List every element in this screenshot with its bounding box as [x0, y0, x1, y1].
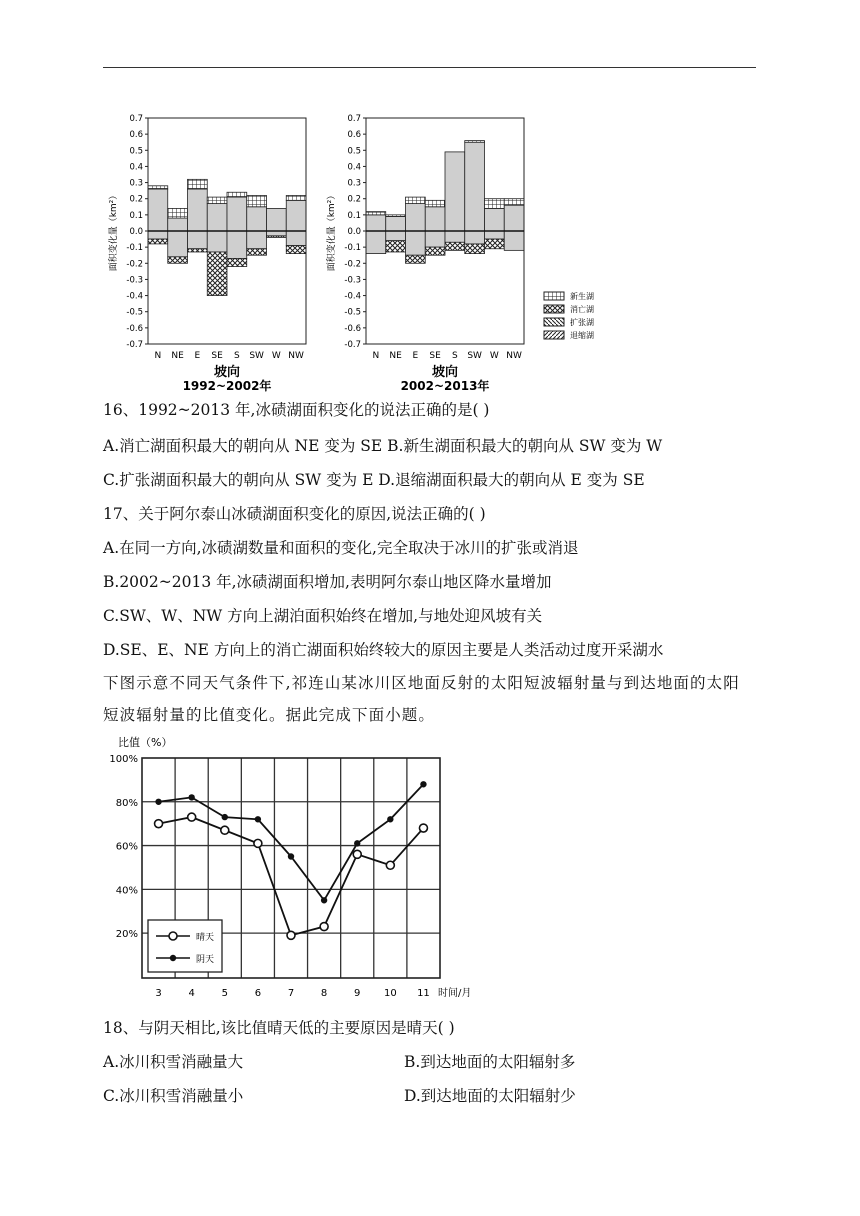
bar-chart-1: [107, 114, 306, 393]
bar-segment: [485, 208, 505, 231]
bar-segment: [485, 231, 505, 239]
legend-label-expanding: 扩张湖: [570, 318, 594, 327]
legend-marker-sunny: [169, 932, 177, 940]
bar-segment: [207, 252, 227, 296]
x-tick-label: 4: [188, 988, 195, 999]
chart-title: 2002~2013年: [400, 379, 490, 393]
x-axis-title: 时间/月: [438, 988, 472, 999]
y-tick-label: 0.7: [129, 114, 143, 124]
bar-segment: [465, 142, 485, 231]
legend-item-expanding-lake: [544, 317, 594, 327]
data-point-cloudy: [188, 794, 194, 800]
y-tick-label: 0.2: [129, 194, 143, 205]
bar-segment: [267, 236, 287, 238]
legend-marker-cloudy: [170, 955, 176, 961]
y-tick-label: -0.2: [126, 259, 143, 270]
legend-label-cloudy: 阴天: [196, 955, 215, 965]
bar-segment: [247, 249, 267, 255]
bar-segment: [168, 208, 188, 218]
bar-segment: [148, 231, 168, 239]
bar-segment: [188, 189, 208, 231]
y-axis-title: 面积变化量（km²）: [109, 190, 119, 272]
bar-segment: [148, 189, 168, 231]
header-rule: [103, 67, 756, 68]
data-point-sunny: [254, 839, 262, 847]
q17-stem: 17、关于阿尔泰山冰碛湖面积变化的原因,说法正确的( ): [103, 505, 486, 523]
data-point-cloudy: [321, 897, 327, 903]
x-tick-label: NW: [506, 351, 522, 361]
data-point-cloudy: [420, 781, 426, 787]
bar-segment: [386, 231, 406, 241]
q18-option-c: C.冰川积雪消融量小: [103, 1087, 244, 1105]
q17-option-b: B.2002~2013 年,冰碛湖面积增加,表明阿尔泰山地区降水量增加: [103, 573, 552, 591]
bar-segment: [227, 197, 247, 231]
x-tick-label: SW: [467, 351, 482, 361]
q17-option-a: A.在同一方向,冰碛湖数量和面积的变化,完全取决于冰川的扩张或消退: [103, 539, 579, 557]
q17-option-d: D.SE、E、NE 方向上的消亡湖面积始终较大的原因主要是人类活动过度开采湖水: [103, 641, 664, 659]
bar-segment: [286, 200, 306, 231]
data-point-sunny: [155, 820, 163, 828]
x-tick-label: 5: [221, 988, 228, 999]
q18-option-b: B.到达地面的太阳辐射多: [404, 1053, 576, 1071]
bar-segment: [445, 152, 465, 231]
y-axis-title: 面积变化量（km²）: [327, 190, 337, 272]
bar-segment: [465, 231, 485, 244]
bar-segment: [406, 197, 426, 203]
data-point-sunny: [353, 850, 361, 858]
bar-segment: [227, 231, 247, 258]
q18-intro: 下图示意不同天气条件下,祁连山某冰川区地面反射的太阳短波辐射量与到达地面的太阳短波辐射量的比值变化。据此完成下面小题。: [103, 674, 740, 724]
data-point-cloudy: [387, 816, 393, 822]
lake-area-change-charts: [100, 108, 620, 393]
bar-segment: [188, 231, 208, 249]
bar-segment: [386, 216, 406, 231]
bar-segment: [247, 231, 267, 249]
x-tick-label: 3: [155, 988, 162, 999]
bar-segment: [504, 205, 524, 231]
bar-segment: [188, 179, 208, 189]
bar-segment: [445, 231, 465, 242]
bar-segment: [207, 231, 227, 252]
y-tick-label: 0.4: [129, 162, 143, 173]
y-tick-label: 0.4: [347, 162, 361, 173]
data-point-cloudy: [255, 816, 261, 822]
bar-segment: [485, 199, 505, 209]
line-legend: [148, 920, 222, 972]
y-tick-label: -0.7: [126, 340, 143, 350]
y-axis-title: 比值（%）: [118, 736, 173, 749]
x-tick-label: W: [489, 351, 499, 361]
bar-segment: [286, 231, 306, 246]
line-chart: [109, 735, 471, 999]
chart-title: 1992~2002年: [182, 379, 272, 393]
bar-segment: [406, 204, 426, 231]
y-tick-label: 0.7: [347, 114, 361, 124]
y-tick-label: -0.2: [344, 259, 361, 270]
legend-label-new: 新生湖: [570, 292, 594, 301]
series-line-sunny: [159, 817, 424, 935]
bar-segment: [465, 244, 485, 254]
legend-label-sunny: 晴天: [196, 933, 215, 943]
data-point-sunny: [188, 813, 196, 821]
bar-chart-2: [325, 114, 524, 393]
x-axis-title: 坡向: [431, 365, 459, 380]
bar-segment: [386, 215, 406, 217]
q16-stem: 16、1992~2013 年,冰碛湖面积变化的说法正确的是( ): [103, 401, 490, 419]
bar-segment: [425, 200, 445, 206]
x-axis-title: 坡向: [213, 365, 241, 380]
q16-options-ab: A.消亡湖面积最大的朝向从 NE 变为 SE B.新生湖面积最大的朝向从 SW 变为 W: [103, 437, 663, 455]
x-tick-label: SE: [429, 351, 441, 361]
legend-label-shrinking: 退缩湖: [570, 331, 594, 340]
bar-segment: [286, 246, 306, 254]
q18-option-a: A.冰川积雪消融量大: [103, 1053, 244, 1071]
bar-segment: [504, 231, 524, 250]
data-point-sunny: [320, 923, 328, 931]
y-tick-label: 0.5: [129, 146, 143, 157]
x-tick-label: N: [154, 351, 162, 361]
y-tick-label: -0.5: [126, 307, 143, 318]
y-tick-label: 0.0: [347, 227, 361, 237]
x-tick-label: E: [412, 351, 419, 361]
q17-option-c: C.SW、W、NW 方向上湖泊面积始终在增加,与地处迎风坡有关: [103, 607, 543, 625]
q18-stem: 18、与阴天相比,该比值晴天低的主要原因是晴天( ): [103, 1019, 455, 1037]
y-tick-label: 20%: [115, 929, 138, 941]
y-tick-label: 0.6: [347, 130, 361, 141]
data-point-cloudy: [354, 840, 360, 846]
y-tick-label: 0.1: [129, 210, 143, 221]
bar-segment: [247, 207, 267, 231]
bar-segment: [406, 255, 426, 263]
y-tick-label: -0.1: [344, 243, 361, 254]
y-tick-label: -0.6: [344, 323, 361, 334]
bar-segment: [286, 195, 306, 200]
y-tick-label: -0.3: [344, 275, 361, 286]
y-tick-label: -0.6: [126, 323, 143, 334]
x-tick-label: E: [194, 351, 201, 361]
bar-segment: [366, 212, 386, 215]
x-tick-label: NE: [389, 351, 402, 361]
data-point-sunny: [221, 826, 229, 834]
legend-item-shrinking-lake: [544, 330, 594, 340]
bar-segment: [168, 218, 188, 231]
albedo-ratio-chart: [100, 728, 490, 1008]
x-tick-label: NE: [171, 351, 184, 361]
bar-segment: [465, 141, 485, 143]
bar-segment: [366, 231, 386, 254]
y-tick-label: -0.1: [126, 243, 143, 254]
x-tick-label: 6: [254, 988, 262, 999]
bar-segment: [148, 239, 168, 244]
bar-segment: [207, 197, 227, 203]
x-tick-label: SE: [211, 351, 223, 361]
bar-segment: [168, 257, 188, 263]
bar-segment: [148, 186, 168, 189]
bar-segment: [168, 231, 188, 257]
y-tick-label: 40%: [115, 885, 138, 897]
bar-segment: [247, 195, 267, 206]
bar-segment: [485, 239, 505, 249]
data-point-cloudy: [288, 853, 294, 859]
x-tick-label: 11: [417, 988, 430, 999]
y-tick-label: 0.3: [347, 178, 361, 189]
y-tick-label: -0.4: [344, 291, 361, 302]
legend-item-vanished-lake: [544, 304, 594, 314]
bar-segment: [227, 258, 247, 266]
data-point-sunny: [287, 931, 295, 939]
bar-segment: [425, 231, 445, 247]
bar-segment: [425, 247, 445, 255]
y-tick-label: 0.2: [347, 194, 361, 205]
bar-segment: [366, 215, 386, 231]
q16-options-cd: C.扩张湖面积最大的朝向从 SW 变为 E D.退缩湖面积最大的朝向从 E 变为 SE: [103, 471, 645, 489]
x-tick-label: NW: [288, 351, 304, 361]
legend-item-new-lake: [544, 291, 594, 301]
x-tick-label: 9: [354, 988, 361, 999]
x-tick-label: S: [452, 351, 458, 361]
y-tick-label: 0.6: [129, 130, 143, 141]
bar-segment: [386, 241, 406, 252]
y-tick-label: -0.4: [126, 291, 143, 302]
x-tick-label: 8: [320, 988, 328, 999]
lake-type-legend: [540, 288, 610, 346]
y-tick-label: -0.3: [126, 275, 143, 286]
x-tick-label: 7: [287, 988, 295, 999]
data-point-sunny: [386, 861, 394, 869]
bar-segment: [425, 207, 445, 231]
bar-segment: [267, 208, 287, 231]
y-tick-label: -0.7: [344, 340, 361, 350]
y-tick-label: 100%: [109, 754, 138, 765]
x-tick-label: 10: [383, 988, 397, 999]
legend-label-vanished: 消亡湖: [570, 305, 594, 314]
data-point-cloudy: [222, 814, 228, 820]
bar-segment: [504, 199, 524, 205]
bar-segment: [406, 231, 426, 255]
data-point-cloudy: [155, 799, 161, 805]
bar-segment: [227, 192, 247, 197]
bar-segment: [445, 242, 465, 250]
y-tick-label: -0.5: [344, 307, 361, 318]
y-tick-label: 0.1: [347, 210, 361, 221]
y-tick-label: 60%: [115, 841, 138, 853]
q18-option-d: D.到达地面的太阳辐射少: [404, 1087, 576, 1105]
data-point-sunny: [419, 824, 427, 832]
y-tick-label: 0.5: [347, 146, 361, 157]
x-tick-label: S: [234, 351, 240, 361]
y-tick-label: 80%: [115, 797, 138, 809]
y-tick-label: 0.0: [129, 227, 143, 237]
y-tick-label: 0.3: [129, 178, 143, 189]
bar-segment: [207, 204, 227, 231]
x-tick-label: SW: [249, 351, 264, 361]
x-tick-label: W: [271, 351, 281, 361]
x-tick-label: N: [372, 351, 380, 361]
bar-segment: [188, 249, 208, 252]
